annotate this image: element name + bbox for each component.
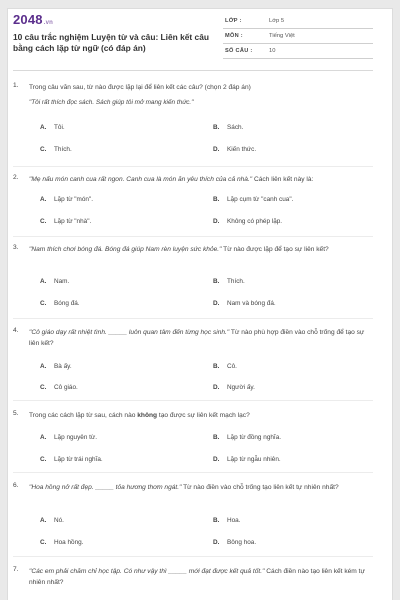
meta-value: 10 (269, 48, 276, 54)
option-a[interactable] (40, 124, 65, 131)
option-c[interactable] (40, 539, 84, 546)
option-letter: D. (213, 146, 220, 153)
option-text: Lặp nguyên từ. (54, 434, 98, 441)
question-prompt: Cách liên kết này là: (252, 176, 314, 183)
meta-table (223, 16, 373, 61)
option-text: Cô. (227, 363, 237, 370)
question-number: 2. (13, 174, 19, 181)
option-text: Lặp từ đồng nghĩa. (227, 434, 282, 441)
question-prompt: Từ nào điền vào chỗ trống tạo liên kết tự nhiên nhất? (181, 484, 339, 491)
option-letter: C. (40, 146, 47, 153)
option-d[interactable] (213, 146, 256, 153)
option-text: Người ấy. (227, 384, 255, 391)
question-quote: "Tôi rất thích đọc sách. Sách giúp tôi mở mang kiến thức." (29, 99, 194, 106)
option-d[interactable] (213, 456, 281, 463)
question-divider (13, 166, 373, 167)
question-quote: "Hoa hồng nở rất đẹp. _____ tỏa hương thơm ngát." (29, 484, 182, 491)
question-divider (13, 556, 373, 557)
question-number: 5. (13, 410, 19, 417)
option-letter: A. (40, 434, 47, 441)
question-text (29, 174, 369, 185)
option-text: Lặp từ ngẫu nhiên. (227, 456, 281, 463)
option-c[interactable] (40, 456, 103, 463)
option-a[interactable] (40, 517, 64, 524)
option-b[interactable] (213, 517, 241, 524)
meta-row-subject (223, 31, 373, 44)
option-text: Lặp cụm từ "canh cua". (227, 196, 294, 203)
meta-label: MÔN : (225, 33, 243, 39)
option-d[interactable] (213, 384, 255, 391)
header-divider (13, 70, 373, 71)
option-letter: B. (213, 434, 220, 441)
question-prompt: Cách điền nào tạo liên kết kém tự nhiên nhất? (29, 568, 365, 586)
option-letter: D. (213, 218, 220, 225)
option-text: Kiến thức. (227, 146, 257, 153)
option-text: Bông hoa. (227, 539, 257, 546)
option-c[interactable] (40, 384, 78, 391)
option-c[interactable] (40, 300, 80, 307)
option-b[interactable] (213, 363, 237, 370)
option-letter: C. (40, 300, 47, 307)
option-letter: B. (213, 196, 220, 203)
option-c[interactable] (40, 146, 72, 153)
meta-row-count (223, 46, 373, 59)
question-quote: "Nam thích chơi bóng đá. Bóng đá giúp Nam rèn luyện sức khỏe." (29, 246, 222, 253)
option-letter: B. (213, 517, 220, 524)
question-number: 4. (13, 327, 19, 334)
question-text (29, 244, 369, 255)
option-b[interactable] (213, 278, 245, 285)
option-text: Hoa. (227, 517, 241, 524)
question-divider (13, 318, 373, 319)
option-letter: B. (213, 363, 220, 370)
question-prompt: Từ nào phù hợp điền vào chỗ trống để tạo sự liên kết? (29, 329, 365, 347)
question-emphasis: không (137, 412, 158, 419)
option-b[interactable] (213, 124, 243, 131)
option-d[interactable] (213, 300, 276, 307)
question-prompt-end: tạo được sự liên kết mạch lạc? (157, 412, 250, 419)
question-text (29, 410, 369, 421)
option-letter: A. (40, 124, 47, 131)
option-d[interactable] (213, 539, 256, 546)
option-letter: C. (40, 456, 47, 463)
option-c[interactable] (40, 218, 91, 225)
option-letter: D. (213, 539, 220, 546)
option-letter: D. (213, 456, 220, 463)
option-letter: C. (40, 384, 47, 391)
meta-value: Lớp 5 (269, 18, 285, 24)
option-text: Thích. (54, 146, 72, 153)
option-text: Tôi. (54, 124, 65, 131)
question-text (29, 482, 369, 493)
option-b[interactable] (213, 196, 293, 203)
option-letter: A. (40, 278, 47, 285)
option-text: Hoa hồng. (54, 539, 84, 546)
option-letter: D. (213, 384, 220, 391)
question-text (29, 566, 369, 588)
option-d[interactable] (213, 218, 282, 225)
option-text: Sách. (227, 124, 244, 131)
question-quote: "Cô giáo dạy rất nhiệt tình. _____ luôn quan tâm đến từng học sinh." (29, 329, 230, 336)
option-text: Bà ấy. (54, 363, 72, 370)
question-text (29, 327, 369, 349)
option-letter: C. (40, 539, 47, 546)
question-number: 1. (13, 82, 19, 89)
option-a[interactable] (40, 196, 93, 203)
question-quote: "Mẹ nấu món canh cua rất ngon. Canh cua là món ăn yêu thích của cả nhà." (29, 176, 253, 183)
site-logo[interactable] (13, 12, 53, 27)
logo-main: 2048 (13, 12, 43, 27)
option-text: Lặp từ "nhà". (54, 218, 92, 225)
question-quote: "Các em phải chăm chỉ học tập. Có như vậy thì _____ mới đạt được kết quả tốt." (29, 568, 265, 575)
option-text: Lặp từ "món". (54, 196, 94, 203)
option-text: Cô giáo. (54, 384, 78, 391)
option-text: Nó. (54, 517, 64, 524)
option-b[interactable] (213, 434, 281, 441)
question-number: 7. (13, 566, 19, 573)
meta-row-grade (223, 16, 373, 29)
option-letter: A. (40, 196, 47, 203)
question-divider (13, 472, 373, 473)
option-a[interactable] (40, 434, 97, 441)
option-letter: B. (213, 124, 220, 131)
document-title: 10 câu trắc nghiệm Luyện từ và câu: Liên kết câu bằng cách lặp từ ngữ (có đáp án) (13, 32, 209, 53)
question-number: 3. (13, 244, 19, 251)
logo-suffix: .vn (43, 20, 54, 26)
document-header (13, 12, 373, 64)
question-divider (13, 236, 373, 237)
option-text: Nam và bóng đá. (227, 300, 276, 307)
option-text: Không có phép lặp. (227, 218, 283, 225)
option-text: Lặp từ trái nghĩa. (54, 456, 103, 463)
question-divider (13, 400, 373, 401)
question-text: Trong câu văn sau, từ nào được lặp lại để liên kết các câu? (chọn 2 đáp án) (29, 84, 251, 91)
question-prompt: Từ nào được lặp để tạo sự liên kết? (221, 246, 329, 253)
option-a[interactable] (40, 363, 72, 370)
option-letter: D. (213, 300, 220, 307)
option-text: Thích. (227, 278, 245, 285)
option-letter: C. (40, 218, 47, 225)
question-number: 6. (13, 482, 19, 489)
option-letter: B. (213, 278, 220, 285)
meta-label: LỚP : (225, 18, 242, 24)
meta-label: SỐ CÂU : (225, 48, 253, 54)
option-letter: A. (40, 517, 47, 524)
option-letter: A. (40, 363, 47, 370)
question-prompt-start: Trong các cách lặp từ sau, cách nào (29, 412, 138, 419)
option-a[interactable] (40, 278, 69, 285)
option-text: Nam. (54, 278, 70, 285)
meta-value: Tiếng Việt (269, 33, 295, 39)
option-text: Bóng đá. (54, 300, 80, 307)
